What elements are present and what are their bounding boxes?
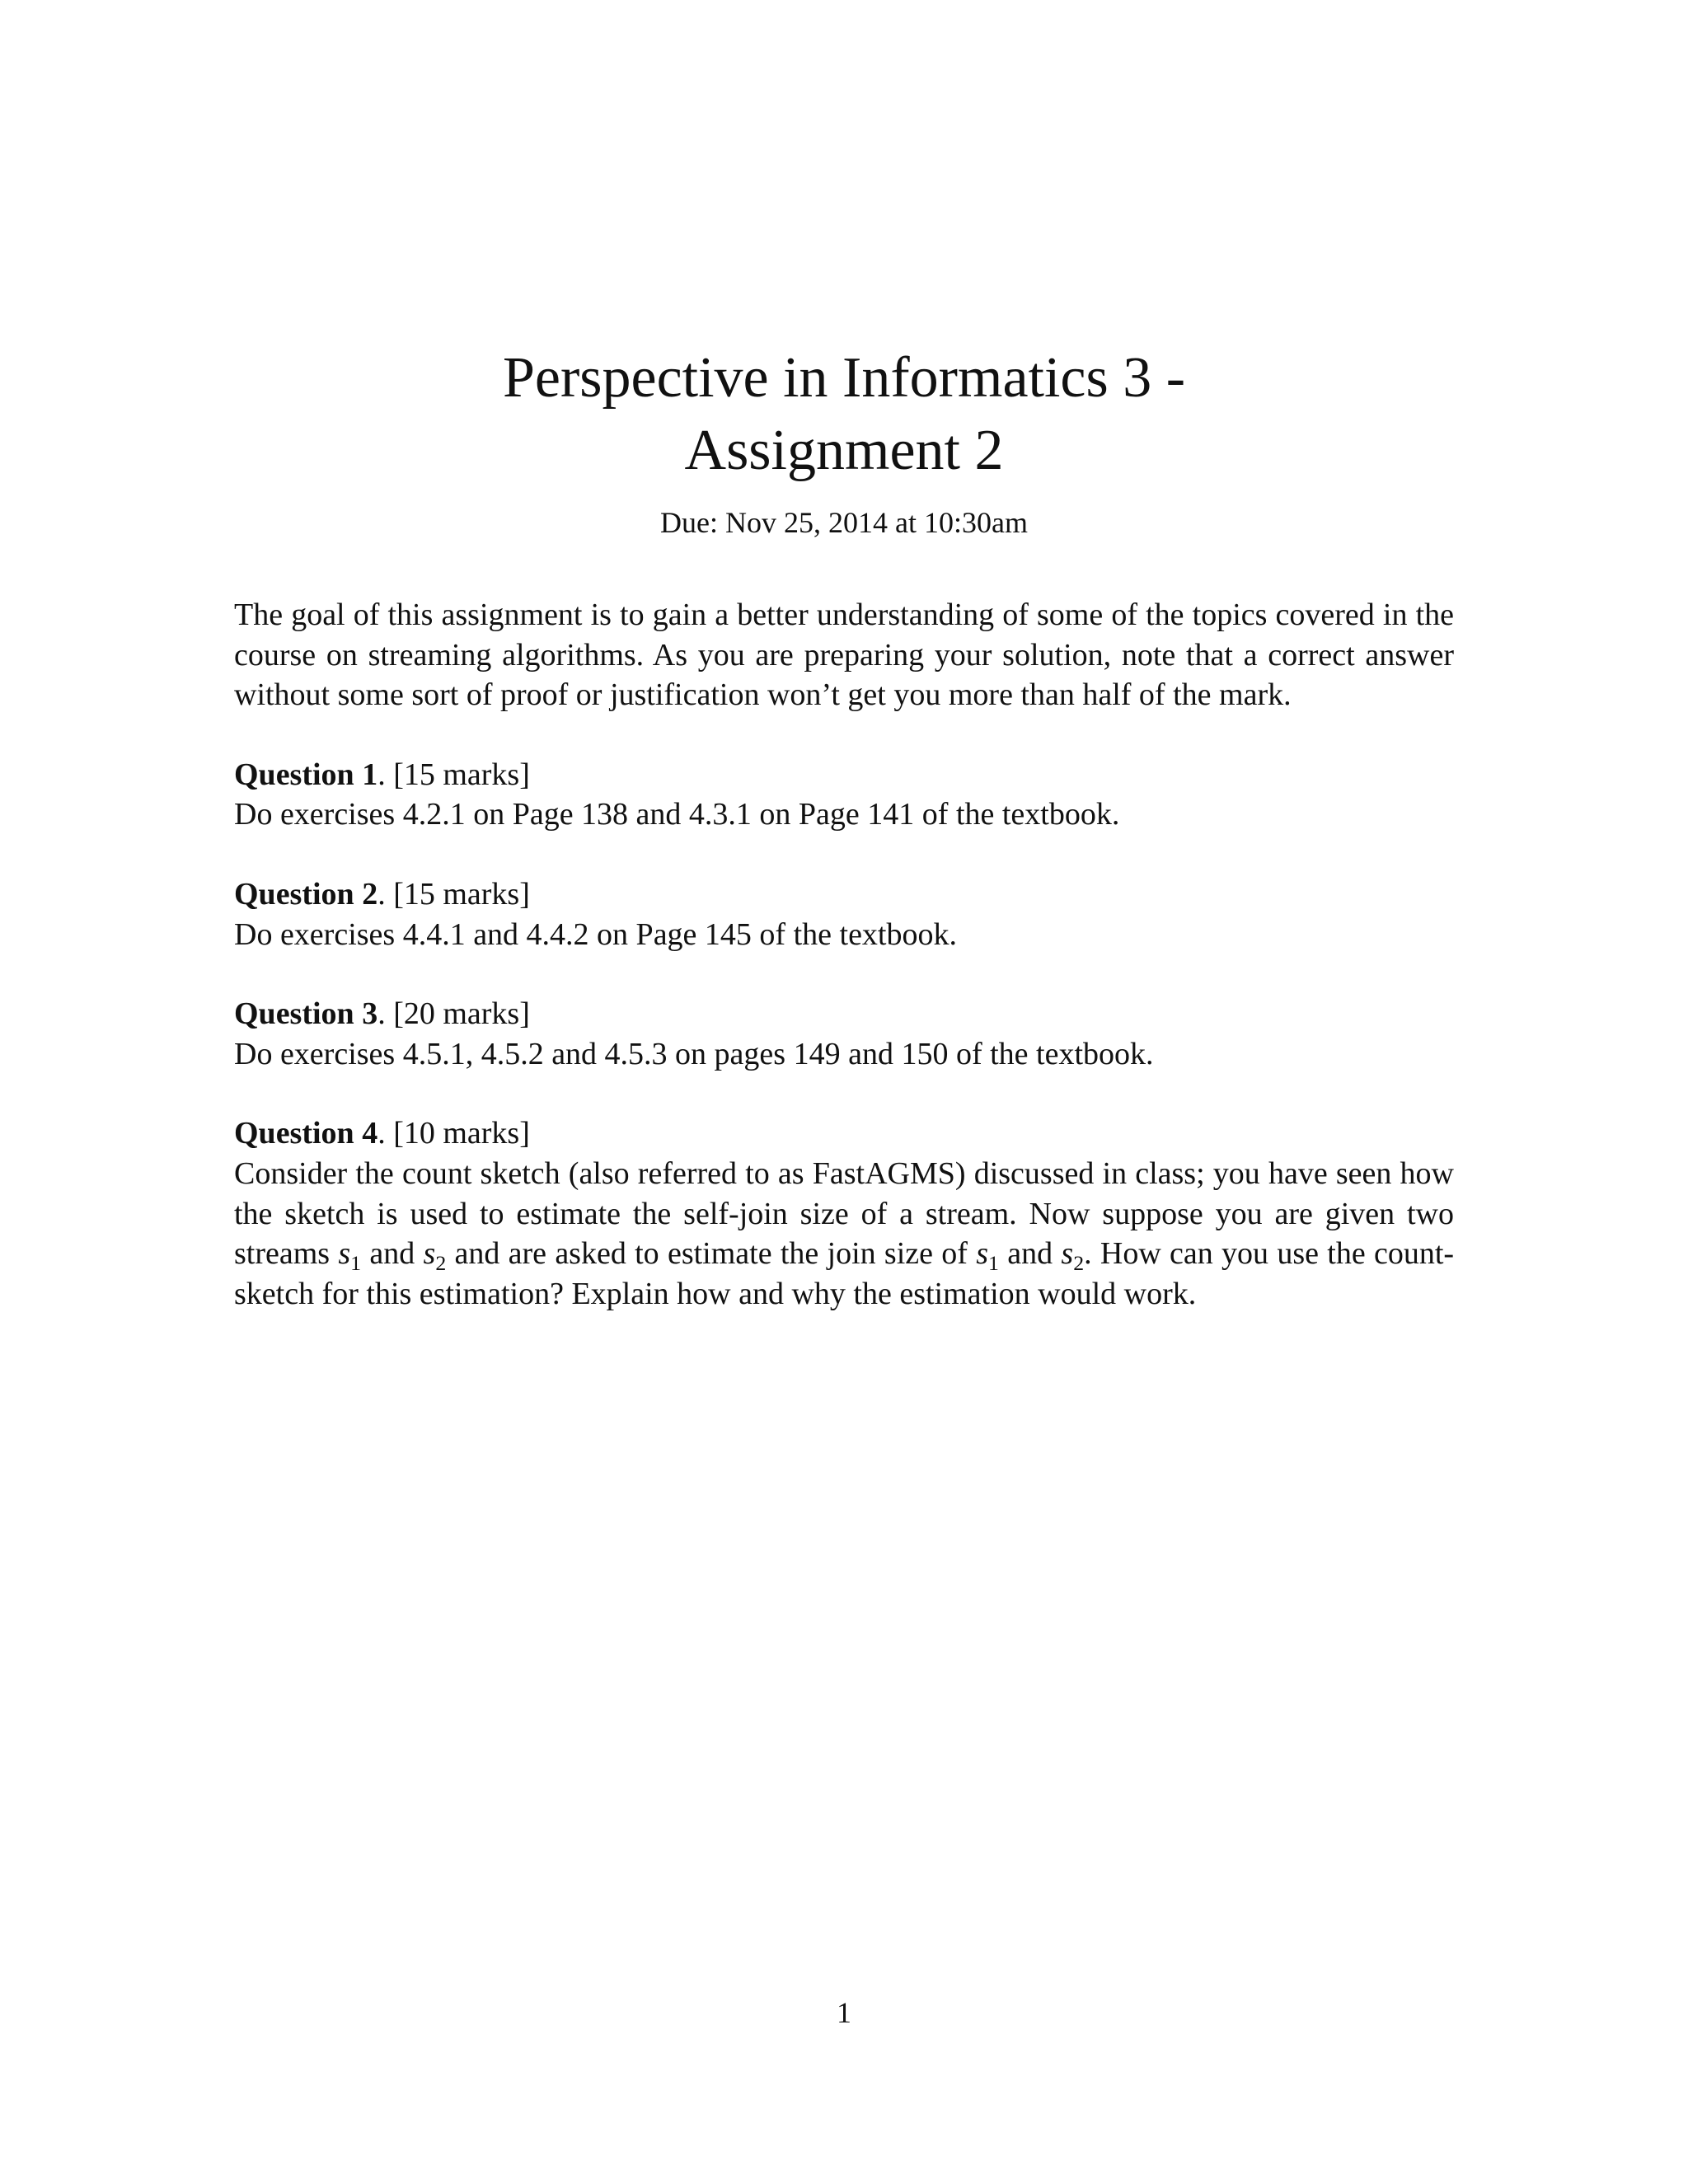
question-2 [234,874,1454,954]
question-1-text: Do exercises 4.2.1 on Page 138 and 4.3.1 on Page 141 of the textbook. [234,797,1120,832]
question-4-and-1: and [369,1236,415,1272]
question-4-text-part-2: and are asked to estimate the join size of [454,1236,968,1272]
question-4-label: Question 4 [234,1116,378,1151]
question-3-text: Do exercises 4.5.1, 4.5.2 and 4.5.3 on pages 149 and 150 of the textbook. [234,1036,1154,1071]
document-title [0,342,1688,487]
intro-paragraph: The goal of this assignment is to gain a better understanding of some of the topics covered in the course on streaming algorithms. As you are preparing your solution, note that a correct answer without some sort of proof or justification won’t get you more than half of the mark. [234,598,1454,713]
question-1-label: Question 1 [234,757,378,792]
stream-s2: $s_2$ [423,1236,447,1275]
question-3-heading: Question 3. [20 marks] [234,996,530,1032]
title-line-1: Perspective in Informatics 3 - [502,346,1186,410]
question-2-marks: [15 marks] [393,876,530,912]
document-body [234,595,1454,1314]
stream-s2-ref: $s_2$ [1061,1236,1085,1275]
question-3 [234,994,1454,1074]
question-2-label: Question 2 [234,876,378,912]
question-2-heading: Question 2. [15 marks] [234,876,530,912]
stream-s1-ref: $s_1$ [976,1236,999,1275]
question-3-label: Question 3 [234,996,378,1032]
question-4-heading: Question 4. [10 marks] [234,1116,530,1151]
question-2-text: Do exercises 4.4.1 and 4.4.2 on Page 145 of the textbook. [234,916,957,952]
question-3-marks: [20 marks] [393,996,530,1032]
stream-s1: $s_1$ [338,1236,362,1275]
question-4-text-part-3: . How can you use the count-sketch for this estimation? Explain how and why the estimation would work. [234,1236,1455,1311]
question-4-and-2: and [1007,1236,1053,1272]
title-line-2: Assignment 2 [684,419,1004,482]
question-4-text [234,1154,1454,1314]
question-1-marks: [15 marks] [393,757,530,792]
question-4-text-part-1: Consider the count sketch (also referred to as FastAGMS) discussed in class; you have seen how the sketch is used to estimate the self-join size of a stream. Now suppose you are given two streams [234,1155,1454,1272]
question-1-heading: Question 1. [15 marks] [234,757,530,792]
page-number: 1 [837,1996,851,2029]
question-4-marks: [10 marks] [393,1116,530,1151]
question-4 [234,1113,1454,1314]
due-date: Due: Nov 25, 2014 at 10:30am [660,506,1028,539]
question-1 [234,755,1454,835]
